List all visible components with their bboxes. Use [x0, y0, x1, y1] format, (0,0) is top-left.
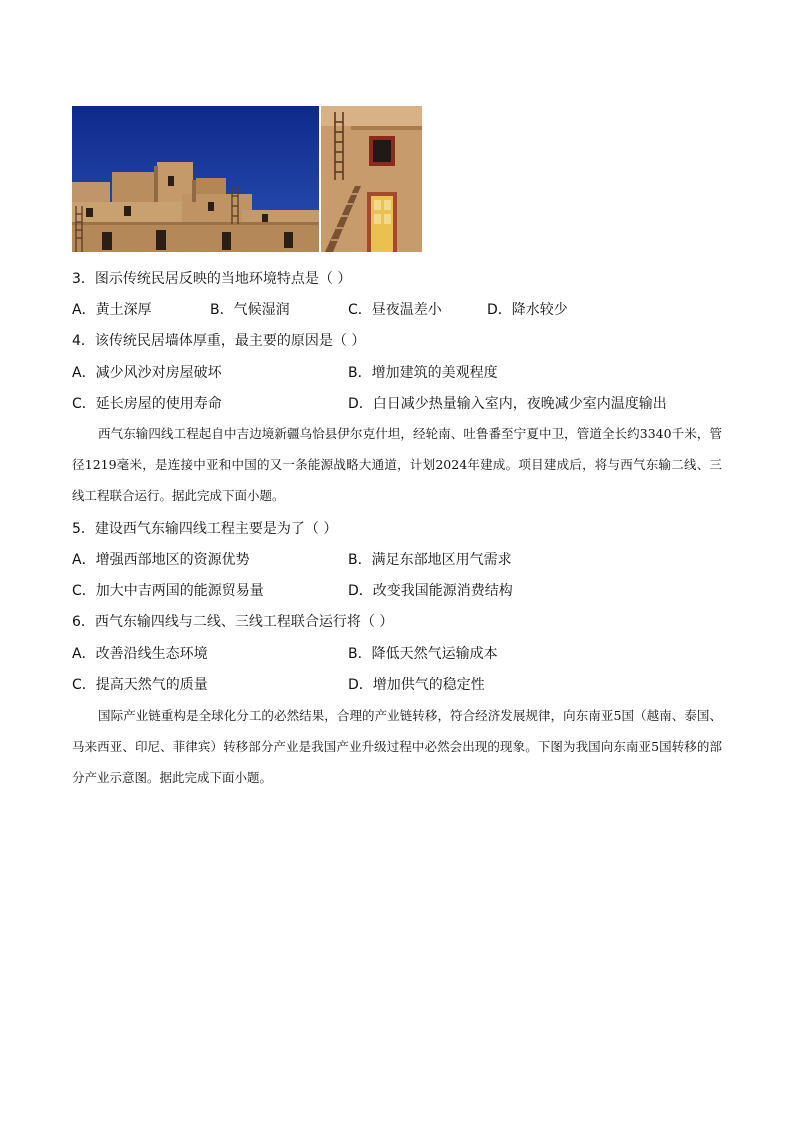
question-3-stem: 3．图示传统民居反映的当地环境特点是（ ） — [72, 271, 352, 287]
question-6-stem: 6．西气东输四线与二线、三线工程联合运行将（ ） — [72, 614, 394, 630]
question-4-option-c: C．延长房屋的使用寿命 — [72, 396, 222, 412]
passage-west-east-gas-pipeline: 西气东输四线工程起自中吉边境新疆乌恰县伊尔克什坦，经轮南、吐鲁番至宁夏中卫，管道全长约3340千米，管径1219毫米，是连接中亚和中国的又一条能源战略大通道，计划2024年建成。项目建成后，将与西气东输二线、三线工程联合运行。据此完成下面小题。 — [72, 426, 722, 503]
question-4-option-b: B．增加建筑的美观程度 — [348, 365, 498, 381]
question-3-option-a: A．黄土深厚 — [72, 302, 152, 318]
question-4-option-d: D．白日减少热量输入室内，夜晚减少室内温度输出 — [348, 396, 667, 412]
adobe-village-photo — [72, 106, 319, 252]
question-6-option-b: B．降低天然气运输成本 — [348, 646, 498, 662]
question-4-stem: 4．该传统民居墙体厚重，最主要的原因是（ ） — [72, 333, 366, 349]
question-4-option-a: A．减少风沙对房屋破坏 — [72, 365, 222, 381]
question-6-option-d: D．增加供气的稳定性 — [348, 677, 485, 693]
question-5-option-b: B．满足东部地区用气需求 — [348, 552, 512, 568]
passage-industrial-chain-transfer: 国际产业链重构是全球化分工的必然结果，合理的产业链转移，符合经济发展规律，向东南亚5国（越南、泰国、马来西亚、印尼、菲律宾）转移部分产业是我国产业升级过程中必然会出现的现象。下图为我国向东南亚5国转移的部分产业示意图。据此完成下面小题。 — [72, 708, 722, 785]
question-3-option-b: B．气候湿润 — [210, 302, 290, 318]
question-6-option-a: A．改善沿线生态环境 — [72, 646, 208, 662]
adobe-house-door-photo — [321, 106, 422, 252]
adobe-dwelling-photos — [72, 106, 422, 252]
question-5-option-a: A．增强西部地区的资源优势 — [72, 552, 250, 568]
question-5-option-d: D．改变我国能源消费结构 — [348, 583, 513, 599]
question-3-option-d: D．降水较少 — [487, 302, 568, 318]
question-5-option-c: C．加大中吉两国的能源贸易量 — [72, 583, 264, 599]
question-6-option-c: C．提高天然气的质量 — [72, 677, 208, 693]
question-5-stem: 5．建设西气东输四线工程主要是为了（ ） — [72, 521, 338, 537]
question-3-option-c: C．昼夜温差小 — [348, 302, 442, 318]
